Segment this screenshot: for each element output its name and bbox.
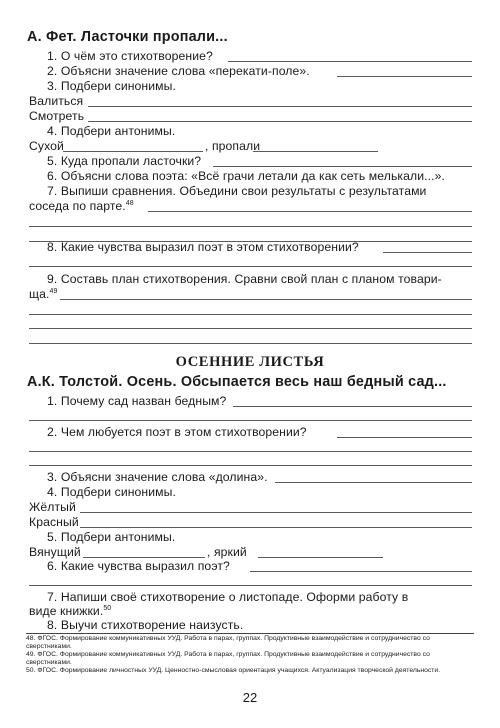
answer-line[interactable]	[148, 211, 472, 212]
footnote-ref-49: 49	[49, 287, 58, 295]
question-1: 1. О чём это стихотворение?	[47, 49, 213, 63]
page-number: 22	[242, 690, 258, 705]
question-6: 6. Какие чувства выразил поэт?	[47, 559, 230, 573]
answer-line[interactable]	[29, 314, 472, 315]
antonym-word-1: Сухой	[29, 139, 64, 153]
footnote-ref-48: 48	[125, 199, 134, 207]
question-9-line-1: 9. Составь план стихотворения. Сравни свой план с планом товари-	[47, 272, 442, 286]
question-8: 8. Какие чувства выразил поэт в этом стихотворении?	[47, 240, 359, 254]
answer-line[interactable]	[29, 266, 472, 267]
answer-line[interactable]	[29, 465, 472, 466]
question-9-line-2: ща.$^{49}$	[29, 287, 58, 301]
synonym-word-2: Красный	[29, 515, 79, 529]
question-6: 6. Объясни слова поэта: «Всё грачи летали да как сеть мелькали...».	[47, 169, 445, 183]
answer-line[interactable]	[258, 557, 383, 558]
question-7-line-1: 7. Напиши своё стихотворение о листопаде. Оформи работу в	[47, 590, 409, 604]
footnote-48: 48. ФГОС. Формирование коммуникативных УУД. Работа в парах, группах. Продуктивные взаимодействие и сотрудничество со	[26, 635, 430, 642]
answer-line[interactable]	[83, 557, 205, 558]
answer-line[interactable]	[29, 343, 472, 344]
question-7-line-2: виде книжки.$^{50}$	[29, 604, 112, 618]
answer-line[interactable]	[63, 151, 203, 152]
answer-line[interactable]	[275, 482, 472, 483]
question-8: 8. Выучи стихотворение наизусть.	[47, 618, 244, 632]
answer-line[interactable]	[60, 299, 472, 300]
answer-line[interactable]	[337, 437, 472, 438]
synonym-word-2: Смотреть	[29, 109, 85, 123]
footnote-48-cont: сверстниками.	[26, 643, 72, 650]
answer-line[interactable]	[29, 585, 472, 586]
answer-line[interactable]	[228, 61, 472, 62]
poem-heading-tolstoy: А.К. Толстой. Осень. Обсыпается весь наш бедный сад...	[27, 374, 447, 390]
footnote-divider	[26, 633, 474, 634]
answer-line[interactable]	[80, 527, 472, 528]
poem-heading-fet: А. Фет. Ласточки пропали...	[27, 29, 228, 45]
question-3: 3. Объясни значение слова «долина».	[47, 470, 268, 484]
footnote-ref-50: 50	[103, 604, 112, 612]
question-7-line-1: 7. Выпиши сравнения. Объедини свои результаты с результатами	[47, 184, 427, 198]
question-2: 2. Объясни значение слова «перекати-поле».	[47, 64, 310, 78]
question-3: 3. Подбери синонимы.	[47, 79, 176, 93]
answer-line[interactable]	[337, 76, 472, 77]
section-title: ОСЕННИЕ ЛИСТЬЯ	[175, 354, 325, 370]
antonym-word-2: , пропали	[205, 139, 261, 153]
question-2: 2. Чем любуется поэт в этом стихотворении?	[47, 425, 307, 439]
footnote-49: 49. ФГОС. Формирование коммуникативных УУД. Работа в парах, группах. Продуктивные взаимодействие и сотрудничество со	[26, 651, 430, 658]
answer-line[interactable]	[29, 451, 472, 452]
footnote-49-cont: сверстниками.	[26, 659, 72, 666]
question-1: 1. Почему сад назван бедным?	[47, 394, 227, 408]
antonym-word-2: , яркий	[207, 545, 247, 559]
synonym-word-1: Жёлтый	[29, 500, 76, 514]
answer-line[interactable]	[88, 106, 472, 107]
answer-line[interactable]	[250, 571, 472, 572]
answer-line[interactable]	[80, 512, 472, 513]
answer-line[interactable]	[29, 328, 472, 329]
antonym-word-1: Вянущий	[29, 545, 81, 559]
answer-line[interactable]	[29, 420, 472, 421]
answer-line[interactable]	[88, 121, 472, 122]
footnote-50: 50. ФГОС. Формирование личностных УУД. Ценностно-смысловая ориентация учащихся. Актуализация творческой деятельности.	[26, 667, 441, 674]
question-4: 4. Подбери антонимы.	[47, 124, 176, 138]
question-4: 4. Подбери синонимы.	[47, 485, 176, 499]
answer-line[interactable]	[233, 406, 472, 407]
synonym-word-1: Валиться	[29, 94, 84, 108]
question-5: 5. Куда пропали ласточки?	[47, 154, 202, 168]
question-7-line-2: соседа по парте.$^{48}$	[29, 199, 134, 213]
answer-line[interactable]	[253, 151, 378, 152]
answer-line[interactable]	[213, 166, 472, 167]
answer-line[interactable]	[29, 226, 472, 227]
answer-line[interactable]	[383, 252, 472, 253]
question-5: 5. Подбери антонимы.	[47, 530, 176, 544]
